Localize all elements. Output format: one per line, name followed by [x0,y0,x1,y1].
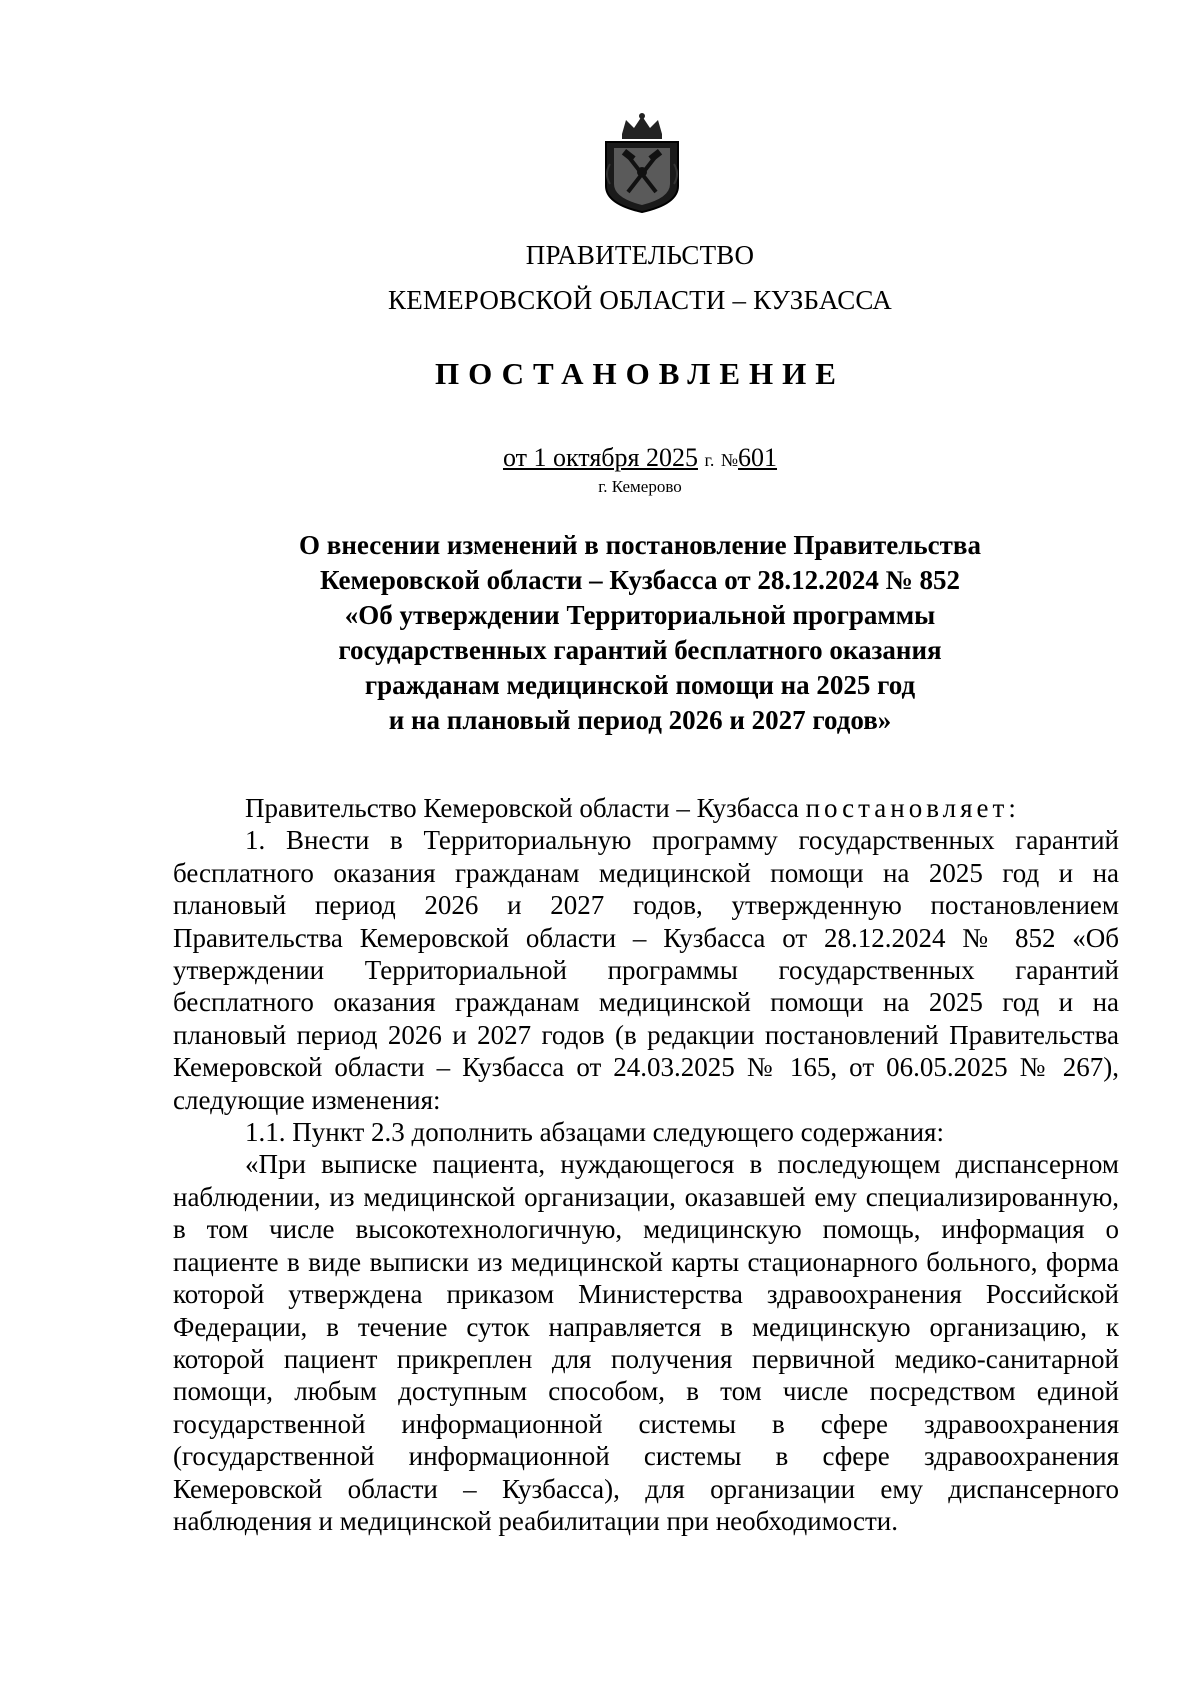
document-type: ПОСТАНОВЛЕНИЕ [435,356,845,391]
preamble-paragraph [173,792,1119,824]
region-title: КЕМЕРОВСКОЙ ОБЛАСТИ – КУЗБАССА [388,285,892,315]
preamble-colon: : [1008,793,1016,823]
date-number-line [40,443,1200,473]
subject-line: О внесении изменений в постановление Правительства [299,530,981,560]
subject-line: и на плановый период 2026 и 2027 годов» [388,705,892,735]
preamble-text: Правительство Кемеровской области – Кузбасса [245,793,806,823]
amendment-text-paragraph: «При выписке пациента, нуждающегося в последующем диспансерном наблюдении, из медицинской организации, оказавшей ему специализированную, в том числе высокотехнологичную, медицинскую помощь, информация о пациенте в виде выписки из медицинской карты стационарного больного, форма которой утверждена приказом Министерства здравоохранения Российской Федерации, в течение суток направляется в медицинскую организацию, к которой пациент прикреплен для получения первичной медико-санитарной помощи, любым доступным способом, в том числе посредством единой государственной информационной системы в сфере здравоохранения (государственной информационной системы в сфере здравоохранения Кемеровской области – Кузбасса), для организации ему диспансерного наблюдения и медицинской реабилитации при необходимости. [173,1149,1119,1536]
document-number: 601 [738,443,778,472]
year-suffix: г. [704,450,715,470]
city-name: г. Кемерово [598,477,682,496]
clause-1-1-paragraph: 1.1. Пункт 2.3 дополнить абзацами следующего содержания: [245,1117,944,1148]
document-subject [40,528,1200,738]
document-date: от 1 октября 2025 [502,443,698,472]
subject-line: гражданам медицинской помощи на 2025 год [364,670,916,700]
clause-1-paragraph: 1. Внести в Территориальную программу государственных гарантий бесплатного оказания гражданам медицинской помощи на 2025 год и на плановый период 2026 и 2027 годов, утвержденную постановлением Правительства Кемеровской области – Кузбасса от 28.12.2024 № 852 «Об утверждении Территориальной программы государственных гарантий бесплатного оказания гражданам медицинской помощи на 2025 год и на плановый период 2026 и 2027 годов (в редакции постановлений Правительства Кемеровской области – Кузбасса от 24.03.2025 № 165, от 06.05.2025 № 267), следующие изменения: [173,825,1119,1115]
number-sign: № [720,450,739,470]
coat-of-arms-icon [600,112,684,216]
subject-line: государственных гарантий бесплатного оказания [338,635,942,665]
document-body [173,792,1119,1537]
subject-line: «Об утверждении Территориальной программы [344,600,936,630]
resolves-word: постановляет [805,793,1009,823]
subject-line: Кемеровской области – Кузбасса от 28.12.2024 № 852 [319,565,961,595]
government-title: ПРАВИТЕЛЬСТВО [525,240,755,270]
